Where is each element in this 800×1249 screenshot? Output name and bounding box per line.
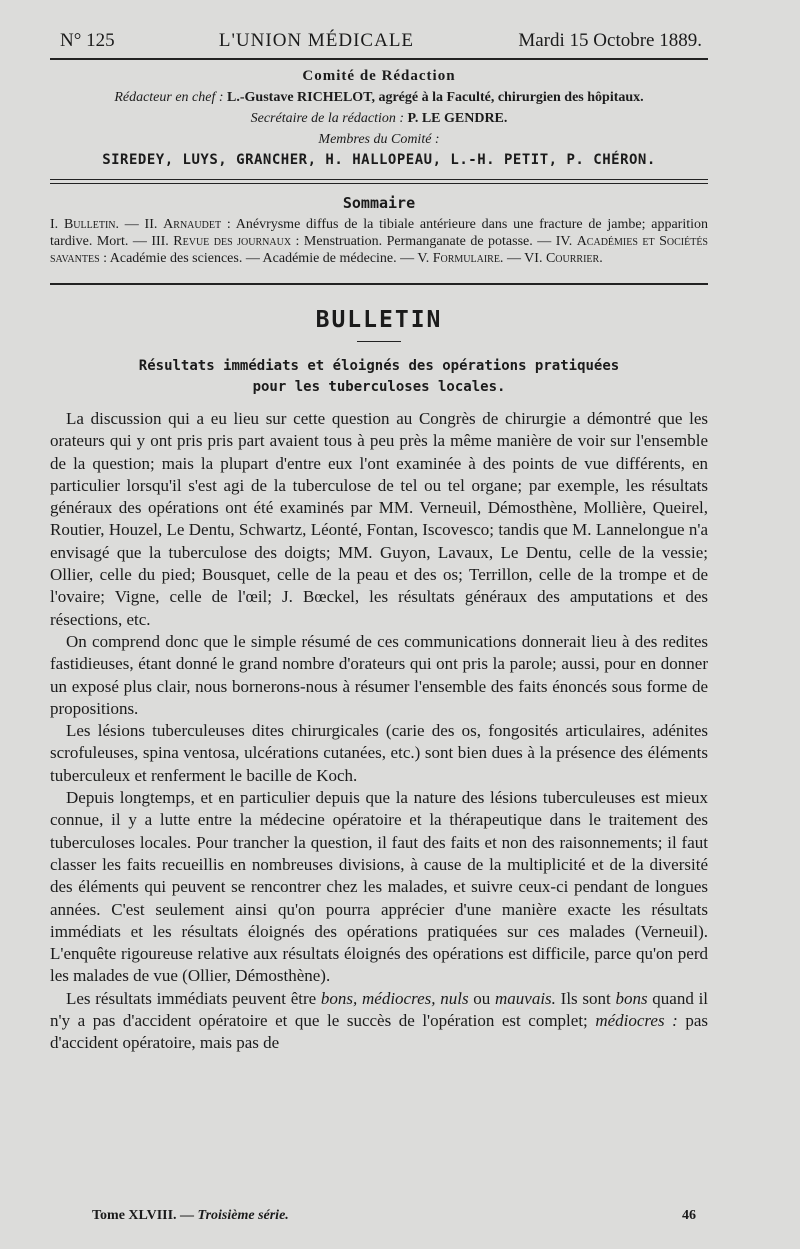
committee-rule xyxy=(50,179,708,184)
volume-series: Tome XLVIII. — Troisième série. xyxy=(92,1208,289,1223)
issue-date: Mardi 15 Octobre 1889. xyxy=(518,30,702,51)
paragraph: Les lésions tuberculeuses dites chirurgicales (carie des os, fongosités articulaires, adénites scrofuleuses, spina ventosa, ulcérations cutanées, etc.) sont bien dues à la présence des éléments tuberculeux et renferment le bacille de Koch. xyxy=(50,721,708,785)
paragraph: La discussion qui a eu lieu sur cette question au Congrès de chirurgie a démontré que les orateurs qui y ont pris pris part avaient tous à peu près la même manière de voir sur l'ensemble de la question; mais la plupart d'entre eux l'ont examinée à des points de vue différents, en particulier lorsqu'il s'est agi de la tuberculose de tel ou tel organe; par exemple, les résultats généraux des opérations ont été examinés par MM. Verneuil, Démosthène, Mollière, Queirel, Routier, Houzel, Le Dentu, Schwartz, Léonté, Fontan, Iscovesco; tandis que M. Lannelongue n'a envisagé que la tuberculose des doigts; MM. Guyon, Lavaux, Le Dentu, celle de la vessie; Ollier, celle du pied; Bousquet, celle de la peau et des os; Terrillon, celle de la trompe et de l'ovaire; Vigne, celle de l'œil; J. Bœckel, les résultats généraux des amputations et des résections, etc. xyxy=(50,409,708,629)
running-header xyxy=(50,30,708,52)
paragraph: Depuis longtemps, et en particulier depuis que la nature des lésions tuberculeuses est mieux connue, il y a lutte entre la médecine opératoire et la thérapeutique dans le traitement des tuberculoses locales. Pour trancher la question, il faut des faits et non des raisonnements; il faut classer les faits recueillis en nombreuses divisions, à cause de la multiplicité et de la diversité des éléments qui peuvent se rencontrer chez les malades, et suivre ceux-ci pendant de longues années. C'est seulement ainsi qu'on pourra apprécier d'une manière exacte les résultats immédiats et les résultats éloignés des opérations pratiquées sur ces malades (Verneuil). L'enquête rigoureuse relative aux résultats éloignés des opérations est difficile, parce qu'on perd les malades de vue (Ollier, Démosthène). xyxy=(50,788,708,986)
paragraph: On comprend donc que le simple résumé de ces communications donnerait lieu à des redites fastidieuses, étant donné le grand nombre d'orateurs qui ont pris la parole; aussi, pour en donner un exposé plus clair, nous bornerons-nous à résumer l'ensemble des faits énoncés sous forme de propositions. xyxy=(50,631,708,718)
secretary-label: Secrétaire de la rédaction : xyxy=(250,111,405,126)
article-body xyxy=(50,408,708,1055)
section-heading: BULLETIN xyxy=(315,307,443,333)
editorial-committee xyxy=(50,66,708,171)
chief-editor-line xyxy=(50,87,708,108)
article-title: Résultats immédiats et éloignés des opérations pratiquées pour les tuberculoses locales. xyxy=(138,358,620,395)
chief-name: L.-Gustave RICHELOT, agrégé à la Faculté, chirurgien des hôpitaux. xyxy=(227,90,644,105)
page-number: 46 xyxy=(682,1208,696,1223)
sommaire-heading: Sommaire xyxy=(342,194,416,212)
committee-heading: Comité de Rédaction xyxy=(302,68,456,84)
chief-label: Rédacteur en chef : xyxy=(114,90,224,105)
secretary-name: P. LE GENDRE. xyxy=(407,111,508,126)
issue-number: N° 125 xyxy=(60,30,115,51)
sommaire-rule xyxy=(50,283,708,285)
committee-members: SIREDEY, LUYS, GRANCHER, H. HALLOPEAU, L.-H. PETIT, P. CHÉRON. xyxy=(102,152,656,168)
header-rule xyxy=(50,58,708,60)
sommaire-text: I. Bulletin. — II. Arnaudet : Anévrysme diffus de la tibiale antérieure dans une fracture de jambe; apparition tardive. Mort. — III. Revue des journaux : Menstruation. Permanganate de potasse. — IV. Académies et Sociétés savantes : Académie des sciences. — Académie de médecine. — V. Formulaire. — VI. Courrier. xyxy=(50,217,708,266)
journal-title: L'UNION MÉDICALE xyxy=(218,30,415,51)
secretary-line xyxy=(50,108,708,129)
section-rule xyxy=(357,341,401,342)
members-label: Membres du Comité : xyxy=(318,132,440,147)
page-footer xyxy=(92,1208,696,1224)
paragraph: Les résultats immédiats peuvent être bons, médiocres, nuls ou mauvais. Ils sont bons quand il n'y a pas d'accident opératoire et que le succès de l'opération est complet; médiocres : pas d'accident opératoire, mais pas de xyxy=(50,988,709,1053)
